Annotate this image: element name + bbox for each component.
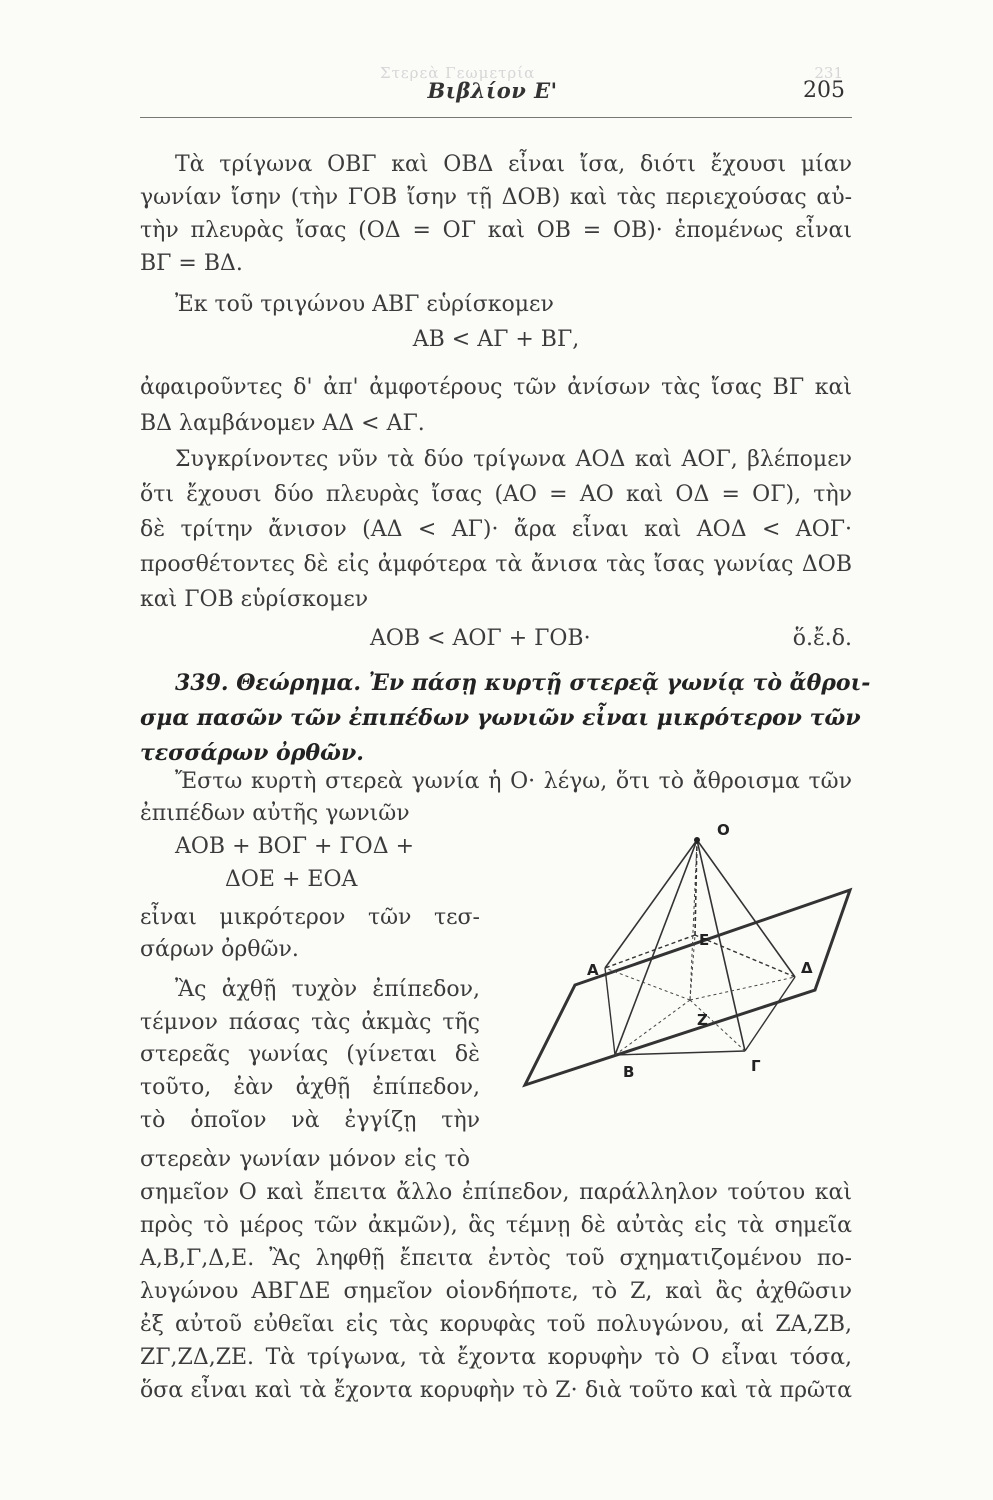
formula-line: ΑΟΒ + ΒΟΓ + ΓΟΔ + <box>175 834 415 859</box>
label-B: B <box>623 1063 635 1081</box>
text-line: ΒΔ λαμβάνομεν ΑΔ < ΑΓ. <box>140 411 425 436</box>
show-through-page-number: 231 <box>814 64 843 82</box>
label-E: E <box>699 931 710 949</box>
text-line: λυγώνου ΑΒΓΔΕ σημεῖον οἱονδήποτε, τὸ Ζ, καὶ ἂς ἀχθῶσιν <box>140 1279 852 1304</box>
qed-mark: ὅ.ἔ.δ. <box>792 626 852 651</box>
text-line: γωνίαν ἴσην (τὴν ΓΟΒ ἴσην τῇ ΔΟΒ) καὶ τὰς περιεχούσας αὐ- <box>140 185 852 210</box>
text-line: τὸ ὁποῖον νὰ ἐγγίζῃ τὴν <box>140 1108 480 1133</box>
label-G: Γ <box>751 1057 761 1075</box>
label-O: O <box>717 821 730 839</box>
text-line: σάρων ὀρθῶν. <box>140 937 299 962</box>
running-header <box>140 78 845 108</box>
text-line: Συγκρίνοντες νῦν τὰ δύο τρίγωνα ΑΟΔ καὶ ΑΟΓ, βλέπομεν <box>175 447 852 472</box>
text-line: τοῦτο, ἐὰν ἀχθῇ ἐπίπεδον, <box>140 1075 480 1100</box>
base-polygon <box>605 935 795 1055</box>
text-line: καὶ ΓΟΒ εὑρίσκομεν <box>140 587 369 612</box>
label-D: Δ <box>801 959 813 977</box>
text-line: ΒΓ = ΒΔ. <box>140 251 243 276</box>
text-line: Ἂς ἀχθῇ τυχὸν ἐπίπεδον, <box>175 977 480 1002</box>
text-line: ἀφαιροῦντες δ' ἀπ' ἀμφοτέρους τῶν ἀνίσων τὰς ἴσας ΒΓ καὶ <box>140 375 852 400</box>
text-line: Α,Β,Γ,Δ,Ε. Ἂς ληφθῇ ἔπειτα ἐντὸς τοῦ σχηματιζομένου πο- <box>140 1246 852 1271</box>
text-line: τὴν πλευρὰς ἴσας (ΟΔ = ΟΓ καὶ ΟΒ = ΟΒ)· ἑπομένως εἶναι <box>140 218 852 243</box>
text-line: Ἔστω κυρτὴ στερεὰ γωνία ἡ Ο· λέγω, ὅτι τὸ ἄθροισμα τῶν <box>175 769 852 794</box>
text-line: Τὰ τρίγωνα ΟΒΓ καὶ ΟΒΔ εἶναι ἴσα, διότι ἔχουσι μίαν <box>175 152 852 177</box>
text-line: ΖΓ,ΖΔ,ΖΕ. Τὰ τρίγωνα, τὰ ἔχοντα κορυφὴν τὸ Ο εἶναι τόσα, <box>140 1345 852 1370</box>
text-line: στερεὰν γωνίαν μόνον εἰς τὸ <box>140 1147 470 1172</box>
cutting-plane <box>525 890 850 1085</box>
header-rule <box>140 117 852 118</box>
text-line: πρὸς τὸ μέρος τῶν ἀκμῶν), ἃς τέμνῃ δὲ αὐτὰς εἰς τὰ σημεῖα <box>140 1213 852 1238</box>
text-line: Ἐκ τοῦ τριγώνου ΑΒΓ εὑρίσκομεν <box>175 292 554 317</box>
text-line: ἐπιπέδων αὐτῆς γωνιῶν <box>140 801 410 826</box>
apex-point <box>694 837 700 843</box>
formula-line: ΑΒ < ΑΓ + ΒΓ, <box>412 327 580 352</box>
solid-angle-figure <box>505 815 865 1155</box>
text-line: εἶναι μικρότερον τῶν τεσ- <box>140 905 480 930</box>
theorem-line: σμα πασῶν τῶν ἐπιπέδων γωνιῶν εἶναι μικρότερον τῶν <box>140 705 861 731</box>
text-line: δὲ τρίτην ἄνισον (ΑΔ < ΑΓ)· ἄρα εἶναι καὶ ΑΟΔ < ΑΟΓ· <box>140 517 852 542</box>
formula-line: ΔΟΕ + ΕΟΑ <box>225 867 358 892</box>
text-line: στερεᾶς γωνίας (γίνεται δὲ <box>140 1042 480 1067</box>
text-line: ὅσα εἶναι καὶ τὰ ἔχοντα κορυφὴν τὸ Ζ· διὰ τοῦτο καὶ τὰ πρῶτα <box>140 1378 852 1403</box>
text-line: ὅτι ἔχουσι δύο πλευρὰς ἴσας (ΑΟ = ΑΟ καὶ ΟΔ = ΟΓ), τὴν <box>140 482 852 507</box>
page-number: 205 <box>803 78 845 103</box>
text-line: ἐξ αὐτοῦ εὐθεῖαι εἰς τὰς κορυφὰς τοῦ πολυγώνου, αἱ ΖΑ,ΖΒ, <box>140 1312 852 1337</box>
text-line: προσθέτοντες δὲ εἰς ἀμφότερα τὰ ἄνισα τὰς ἴσας γωνίας ΔΟΒ <box>140 552 852 577</box>
formula-line: ΑΟΒ < ΑΟΓ + ΓΟΒ· <box>370 626 591 651</box>
pyramid-diagram <box>505 815 865 1155</box>
text-line: σημεῖον Ο καὶ ἔπειτα ἄλλο ἐπίπεδον, παράλληλον τούτου καὶ <box>140 1180 852 1205</box>
theorem-line: 339. Θεώρημα. Ἐν πάσῃ κυρτῇ στερεᾷ γωνίᾳ τὸ ἄθροι- <box>175 670 871 696</box>
text-line: τέμνον πάσας τὰς ἀκμὰς τῆς <box>140 1010 480 1035</box>
theorem-line: τεσσάρων ὀρθῶν. <box>140 740 364 766</box>
label-Z: Z <box>697 1011 708 1029</box>
running-title: Βιβλίον Ε' <box>427 78 558 103</box>
show-through-header: Στερεὰ Γεωμετρία <box>380 64 536 82</box>
label-A: A <box>587 961 599 979</box>
